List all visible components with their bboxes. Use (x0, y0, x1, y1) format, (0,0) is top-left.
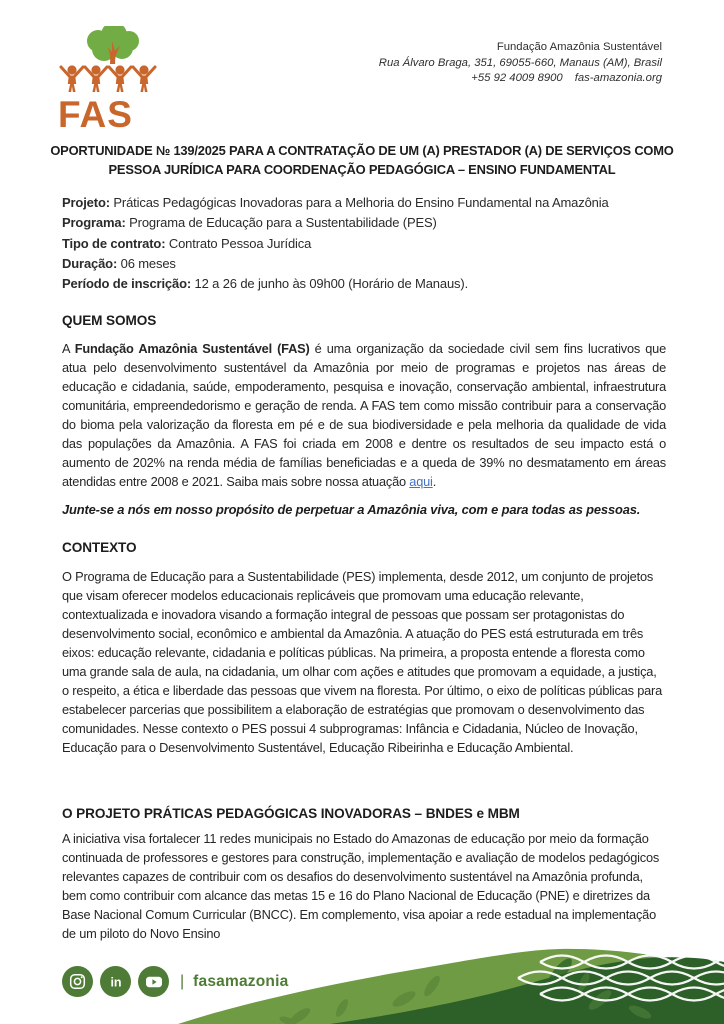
field-label: Duração: (62, 255, 118, 271)
field-duracao (62, 254, 666, 274)
paragraph-text: é uma organização da sociedade civil sem fins lucrativos que atua pelo desenvolvimento sustentável da Amazônia por meio de programas e projetos nas áreas de educação e cidadania, saúde, empoderamento, pesquisa e inovação, conservação ambiental, infraestrutura comunitária, empreendedorismo e geração de renda. A FAS tem como missão contribuir para a conservação do bioma pela valorização da floresta em pé e de sua biodiversidade e pela melhoria da qualidade de vida das populações da Amazônia. A FAS foi criada em 2008 e dentre os resultados de seu impacto está o aumento de 202% na renda média de famílias beneficiadas e a queda de 39% no desmatamento em áreas atendidas entre 2008 e 2021. Saiba mais sobre nossa atuação (62, 341, 666, 489)
field-label: Projeto: (62, 195, 110, 210)
document-title (30, 141, 694, 179)
field-label: Programa: (62, 215, 126, 231)
youtube-icon[interactable] (138, 966, 169, 997)
opportunity-details (62, 193, 666, 294)
social-separator: | (180, 972, 185, 990)
svg-text:in: in (109, 975, 122, 989)
org-phone-website (379, 71, 662, 87)
field-value: Programa de Educação para a Sustentabilidade (PES) (129, 215, 437, 231)
field-value: Contrato Pessoa Jurídica (168, 235, 312, 251)
section-heading-quem-somos: QUEM SOMOS (62, 313, 157, 328)
fas-logo (58, 26, 188, 133)
field-projeto (62, 193, 666, 213)
org-phone: +55 92 4009 8900 (471, 72, 563, 84)
paragraph-text: A (62, 341, 75, 356)
field-value: 12 a 26 de junho às 09h00 (Horário de Manaus). (194, 276, 469, 292)
field-label: Tipo de contrato: (62, 235, 166, 251)
field-periodo-inscricao (62, 274, 666, 294)
fas-logo-text: FAS (58, 94, 133, 135)
paragraph-text: . (432, 474, 437, 489)
section-heading-projeto: O PROJETO PRÁTICAS PEDAGÓGICAS INOVADORAS – BNDES e MBM (62, 806, 520, 821)
document-title-line2: PESSOA JURÍDICA PARA COORDENAÇÃO PEDAGÓGICA – ENSINO FUNDAMENTAL (108, 162, 616, 177)
quem-somos-paragraph (62, 339, 666, 491)
fas-logo-art (58, 26, 178, 94)
field-programa (62, 213, 666, 233)
social-bar (62, 966, 288, 997)
org-bold-name: Fundação Amazônia Sustentável (FAS) (74, 341, 310, 356)
header-contact-block (379, 40, 662, 87)
field-tipo-contrato (62, 234, 666, 254)
org-website[interactable]: fas-amazonia.org (574, 72, 662, 84)
field-value: Práticas Pedagógicas Inovadoras para a Melhoria do Ensino Fundamental na Amazônia (113, 195, 609, 210)
org-address: Rua Álvaro Braga, 351, 69055-660, Manaus (AM), Brasil (378, 56, 662, 69)
org-name: Fundação Amazônia Sustentável (496, 41, 662, 53)
mission-tagline: Junte-se a nós em nosso propósito de perpetuar a Amazônia viva, com e para todas as pessoas. (62, 502, 641, 517)
section-heading-contexto: CONTEXTO (62, 540, 137, 555)
instagram-icon[interactable] (62, 966, 93, 997)
field-label: Período de inscrição: (62, 276, 192, 292)
people-row-icon (61, 65, 155, 92)
projeto-paragraph: A iniciativa visa fortalecer 11 redes municipais no Estado do Amazonas de educação por meio da formação continuada de professores e gestores para construção, implementação e avaliação de modelos pedagógicos relevantes capazes de contribuir com os desafios do desenvolvimento sustentável na Amazônia profunda, bem como contribuir com alcance das metas 15 e 16 do Plano Nacional de Educação (PNE) e diretrizes da Base Nacional Comum Curricular (BNCC). Em complemento, visa apoiar a rede estadual na implementação de um piloto do Novo Ensino (62, 831, 660, 941)
linkedin-icon[interactable] (100, 966, 131, 997)
contexto-paragraph: O Programa de Educação para a Sustentabilidade (PES) implementa, desde 2012, um conjunto de projetos que visam oferecer modelos educacionais replicáveis que promovam uma educação relevante, contextualizada e inovadora visando a formação integral de pessoas que possam ser protagonistas do desenvolvimento social, econômico e ambiental da Amazônia. A atuação do PES está estruturada em três eixos: educação relevante, cidadania e políticas públicas. Na primeira, a proposta entende a floresta como uma grande sala de aula, na cidadania, um olhar com ações e atitudes que promovam a equidade, a justiça, o respeito, a ética e liberdade das pessoas que vivem na floresta. Por último, o eixo de políticas públicas para estabelecer parcerias que possibilitem a elaboração de estratégias que promovam o desenvolvimento das comunidades. Nesse contexto o PES possui 4 subprogramas: Infância e Cidadania, Núcleo de Inovação, Educação para o Desenvolvimento Sustentável, Educação Ribeirinha e Educação Ambiental. (62, 569, 663, 755)
document-title-line1: OPORTUNIDADE № 139/2025 PARA A CONTRATAÇÃO DE UM (A) PRESTADOR (A) DE SERVIÇOS COMO (50, 143, 674, 158)
aqui-link[interactable]: aqui (409, 474, 433, 489)
social-handle[interactable]: fasamazonia (193, 972, 289, 990)
field-value: 06 meses (120, 255, 176, 271)
page-footer (0, 942, 724, 1024)
